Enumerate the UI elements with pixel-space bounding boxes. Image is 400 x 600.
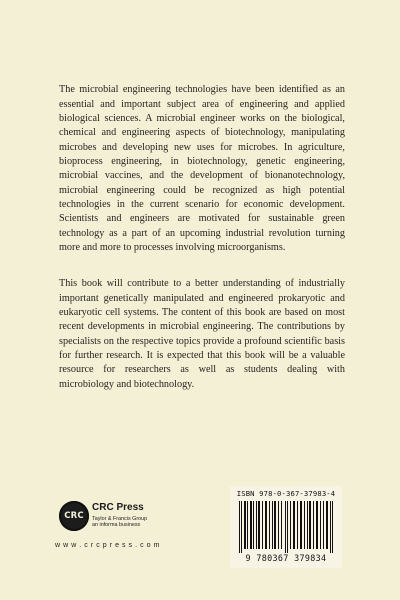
barcode-number: 9 780367 379834 bbox=[245, 553, 327, 563]
publisher-group: Taylor & Francis Group bbox=[92, 516, 148, 522]
barcode-panel bbox=[230, 486, 342, 568]
description-paragraph-1: The microbial engineering technologies have been identified as an essential and important subject area of engineering and applied biological sciences. A microbial engineer works on the biological, chemical and engineering aspects of biotechnology, manipulating microbes and developing new uses for microbes. In agriculture, bioprocess engineering, in biotechnology, genetic engineering, microbial vaccines, and the development of bionanotechnology, microbial engineering could be recognized as high potential technologies in the current scenario for economic development. Scientists and engineers are motivated for sustainable green technology as a part of an upcoming industrial revolution turning more and more to processes involving microorganisms. bbox=[59, 84, 345, 253]
description-paragraph-2: This book will contribute to a better understanding of industrially important genetically manipulated and engineered prokaryotic and eukaryotic cell systems. The content of this book are based on most recent developments in microbial engineering. The contributions by specialists on the respective topics provide a profound scientific basis for further research. It is expected that this book will be a valuable resource for researchers as well as students dealing with microbiology and biotechnology. bbox=[59, 278, 345, 390]
publisher-informa-line: an informa business bbox=[92, 522, 141, 528]
publisher-name: CRC Press bbox=[92, 502, 144, 513]
crc-logo-icon: CRC bbox=[59, 501, 89, 531]
isbn-label: ISBN 978-0-367-37983-4 bbox=[236, 489, 336, 498]
publisher-website: w w w . c r c p r e s s . c o m bbox=[55, 542, 160, 549]
publisher-logo-block bbox=[53, 501, 173, 561]
barcode-icon bbox=[238, 501, 334, 553]
